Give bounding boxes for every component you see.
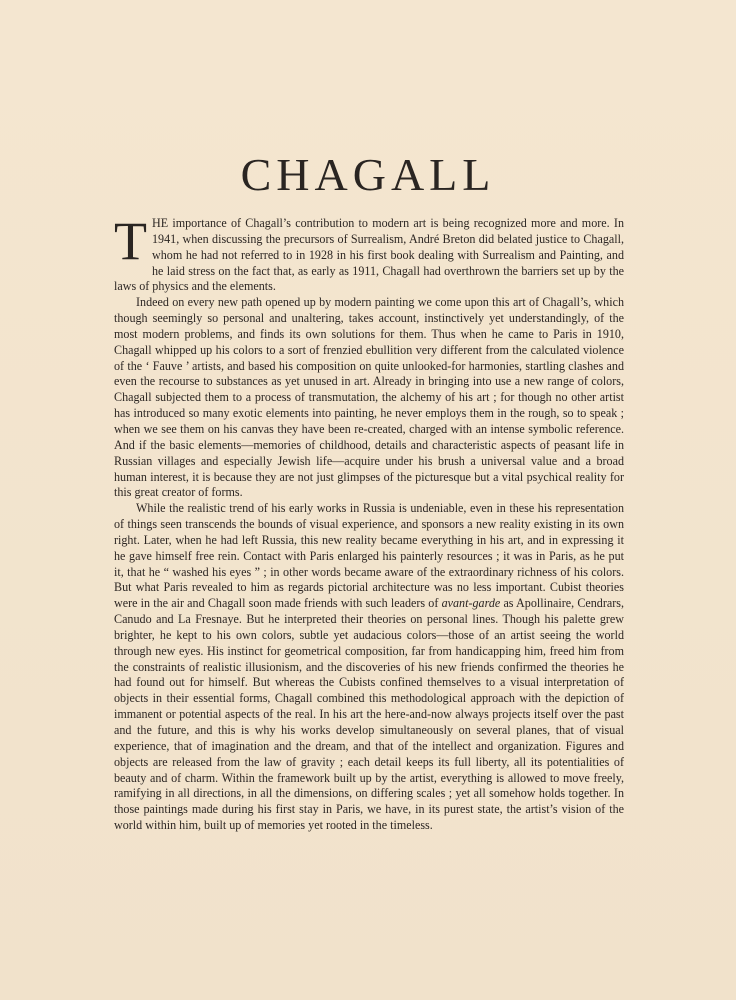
paragraph-3-italic: avant-garde <box>441 596 501 611</box>
first-word-rest: HE <box>152 216 169 230</box>
paragraph-2: Indeed on every new path opened up by modern painting we come upon this art of Chagall’s, which though seemingly so personal and unaltering, takes account, instinctively yet understandingly, of the most modern problems, and finds its own solutions for them. Thus when he came to Paris in 1910, Chagall whipped up his colors to a sort of frenzied ebullition very different from the calculated violence of the ‘ Fauve ’ artists, and based his composition on quite unlooked-for harmonies, startling clashes and even the recourse to substances as yet unused in art. Already in bringing into use a new range of colors, Chagall subjected them to a process of transmutation, the alchemy of his art ; for though no other artist has introduced so many exotic elements into painting, he never employs them in the rough, so to speak ; when we see them on his canvas they have been re-created, charged with an intense symbolic reference. And if the basic elements—memories of childhood, details and characteristic aspects of peasant life in Russian villages and especially Jewish life—acquire under his brush a universal value and a broad human interest, it is because they are not just glimpses of the picturesque but a vital psychical reality for this great creator of forms. <box>114 295 624 500</box>
intro-text: importance of Chagall’s contribution to modern art is being recognized more and more. In 1941, when discussing the precursors of Surrealism, André Breton did belated justice to Chagall, whom he had not referred to in 1928 in his first book dealing with Surrealism and Painting, and he laid stress on the fact that, as early as 1911, Chagall had overthrown the barriers set up by the laws of physics and the elements. <box>114 216 624 294</box>
paragraph-intro <box>114 211 624 295</box>
page-title: CHAGALL <box>240 149 496 200</box>
paragraph-3-part-2: as Apollinaire, Cendrars, Canudo and La Fresnaye. But he interpreted their theories on personal lines. Though his palette grew brighter, he kept to his own colors, subtle yet audacious colors—those of an artist seeing the world through new eyes. His instinct for geometrical composition, far from handicapping him, freed him from the constraints of realistic illusionism, and the discoveries of his new friends confirmed the theories he had found out for himself. But whereas the Cubists confined themselves to a visual interpretation of objects in their essential forms, Chagall combined this methodological approach with the depiction of immanent or potential aspects of the real. In his art the here-and-now always projects itself over the past and the future, and this is why his works develop simultaneously on several planes, that of visual experience, that of imagination and the dream, and that of the intellect and organization. Figures and objects are released from the law of gravity ; each detail keeps its full liberty, all its potentialities of beauty and of charm. Within the framework built up by the artist, everything is allowed to move freely, ramifying in all directions, in all the dimensions, on differing scales ; yet all somehow holds together. In those paintings made during his first stay in Paris, we have, in its purest state, the artist’s vision of the world within him, built up of memories yet rooted in the timeless. <box>114 596 625 833</box>
paragraph-3 <box>114 501 624 834</box>
body-text <box>114 211 625 834</box>
drop-cap: T <box>114 211 147 271</box>
paragraph-3-part-1: While the realistic trend of his early works in Russia is undeniable, even in these his representation of things seen transcends the bounds of visual experience, and sponsors a new reality existing in its own right. Later, when he had left Russia, this new reality became everything in his art, and in expressing it he gave himself free rein. Contact with Paris enlarged his painterly resources ; it was in Paris, as he put it, that he “ washed his eyes ” ; in other words became aware of the extraordinary richness of his colors. But what Paris revealed to him as regards pictorial architecture was no less important. Cubist theories were in the air and Chagall soon made friends with such leaders of <box>114 501 624 611</box>
